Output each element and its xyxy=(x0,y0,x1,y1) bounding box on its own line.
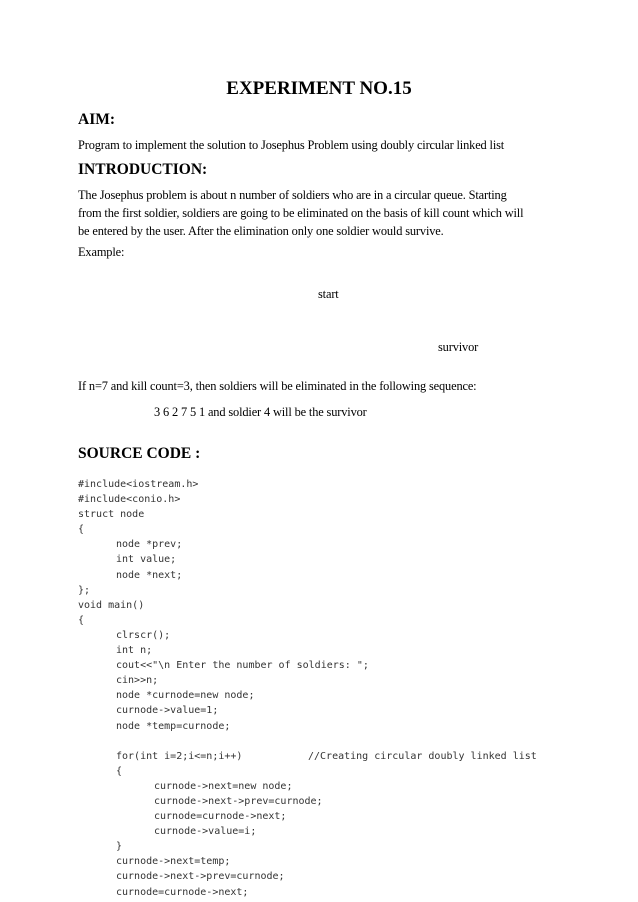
sequence-intro: If n=7 and kill count=3, then soldiers will be eliminated in the following sequence: xyxy=(78,379,477,393)
code-line xyxy=(78,779,369,794)
code-line xyxy=(78,628,369,643)
code-text: curnode=curnode->next; xyxy=(116,886,249,898)
code-line xyxy=(78,749,537,764)
code-text: }; xyxy=(78,584,91,596)
diagram-survivor-label: survivor xyxy=(438,340,479,354)
code-text: #include<conio.h> xyxy=(78,494,181,506)
source-code-heading: SOURCE CODE : xyxy=(78,445,201,462)
source-code-block xyxy=(78,477,537,900)
code-comment: //Creating circular doubly linked list xyxy=(308,750,537,762)
code-text: clrscr(); xyxy=(116,629,171,641)
code-text: curnode->value=1; xyxy=(116,705,219,717)
code-line xyxy=(78,869,369,884)
code-text: } xyxy=(116,841,123,853)
code-text: int value; xyxy=(116,554,177,566)
code-line xyxy=(78,719,369,734)
code-line xyxy=(78,537,369,552)
code-line xyxy=(78,583,369,598)
page-title: EXPERIMENT NO.15 xyxy=(226,78,412,99)
code-text: curnode->value=i; xyxy=(154,826,257,838)
example-label: Example: xyxy=(78,245,125,259)
code-line xyxy=(78,794,369,809)
code-line xyxy=(78,492,369,507)
code-text: curnode->next=new node; xyxy=(154,780,293,792)
code-text: { xyxy=(116,765,123,777)
code-line xyxy=(78,522,369,537)
code-text: cout<<"\n Enter the number of soldiers: "; xyxy=(116,660,369,672)
code-text: curnode->next=temp; xyxy=(116,856,231,868)
code-line xyxy=(78,764,369,779)
introduction-paragraph xyxy=(78,186,558,240)
code-text: node *temp=curnode; xyxy=(116,720,231,732)
code-line xyxy=(78,809,369,824)
code-text: for(int i=2;i<=n;i++) xyxy=(116,750,243,762)
intro-line: The Josephus problem is about n number of soldiers who are in a circular queue. Starting xyxy=(78,188,507,202)
code-text: node *curnode=new node; xyxy=(116,690,255,702)
code-line xyxy=(78,658,369,673)
code-line xyxy=(78,824,369,839)
elimination-sequence: 3 6 2 7 5 1 and soldier 4 will be the survivor xyxy=(154,405,367,419)
code-text: node *next; xyxy=(116,569,183,581)
aim-heading: AIM: xyxy=(78,111,116,128)
code-text: #include<iostream.h> xyxy=(78,479,199,490)
code-text: void main() xyxy=(78,599,145,611)
code-text: { xyxy=(78,524,85,536)
code-text: curnode->next->prev=curnode; xyxy=(116,871,285,883)
code-text: { xyxy=(78,614,85,626)
code-line xyxy=(78,598,369,613)
introduction-heading: INTRODUCTION: xyxy=(78,161,208,178)
code-text: cin>>n; xyxy=(116,675,159,687)
code-line xyxy=(78,477,369,492)
code-text: curnode->next->prev=curnode; xyxy=(154,795,323,807)
code-text: struct node xyxy=(78,509,145,521)
code-line xyxy=(78,673,369,688)
code-text: int n; xyxy=(116,645,153,657)
code-line xyxy=(78,839,369,854)
code-line xyxy=(78,885,369,900)
code-line xyxy=(78,734,369,749)
code-text: node *prev; xyxy=(116,539,183,551)
code-line xyxy=(78,507,369,522)
code-line xyxy=(78,568,369,583)
aim-text: Program to implement the solution to Josephus Problem using doubly circular linked list xyxy=(78,138,505,152)
code-text: curnode=curnode->next; xyxy=(154,811,287,823)
code-line xyxy=(78,688,369,703)
code-line xyxy=(78,643,369,658)
diagram-start-label: start xyxy=(318,287,339,301)
intro-line: be entered by the user. After the elimination only one soldier would survive. xyxy=(78,224,444,238)
code-line xyxy=(78,854,369,869)
code-line xyxy=(78,613,369,628)
code-line xyxy=(78,703,369,718)
code-line xyxy=(78,552,369,567)
intro-line: from the first soldier, soldiers are going to be eliminated on the basis of kill count which will xyxy=(78,206,524,220)
